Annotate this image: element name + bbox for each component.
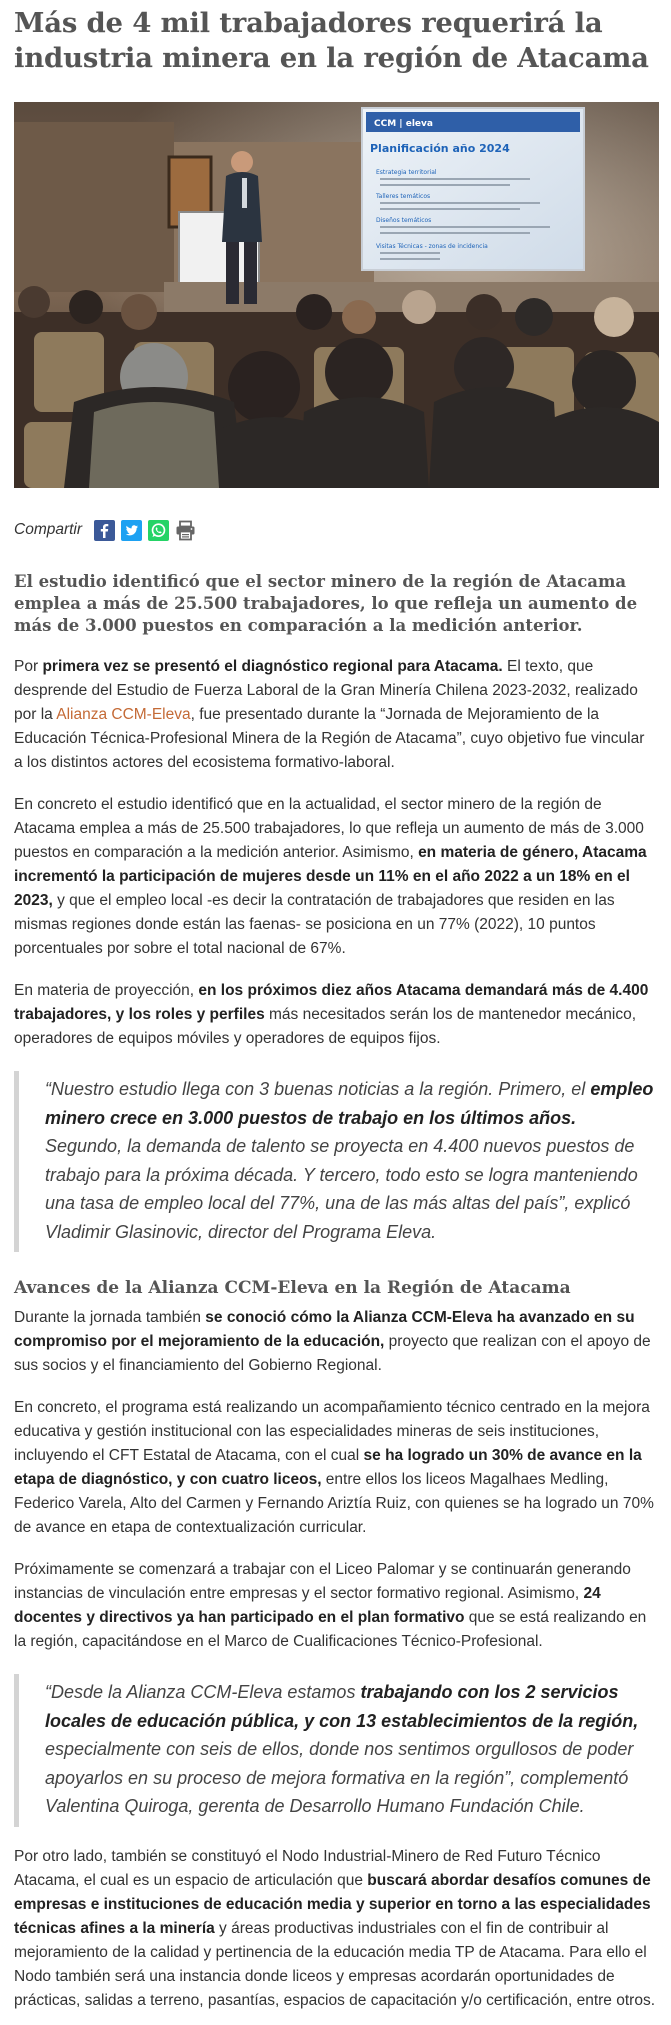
paragraph-7: Por otro lado, también se constituyó el Nodo Industrial-Minero de Red Futuro Técnico Atacama, el cual es un espacio de articulación que buscará abordar desafíos comunes de empresas e instituciones de educación media y superior en torno a las especialidades técnicas afines a la minería y áreas productivas industriales con el fin de contribuir al mejoramiento de la calidad y pertinencia de la educación media TP de Atacama. Para ello el Nodo también será una instancia donde liceos y empresas acordarán oportunidades de prácticas, salidas a terreno, pasantías, espacios de capacitación y/o certificación, entre otros. xyxy=(14,1847,656,2009)
quote-quiroga: “Desde la Alianza CCM-Eleva estamos trabajando con los 2 servicios locales de educación pública, y con 13 establecimientos de la región, especialmente con seis de ellos, donde nos sentimos orgullosos de poder apoyarlos en su proceso de mejora formativa en la región”, complementó Valentina Quiroga, gerenta de Desarrollo Humano Fundación Chile. xyxy=(14,1674,657,1827)
hero-photo-illustration xyxy=(14,102,659,488)
section-subhead: Avances de la Alianza CCM-Eleva en la Región de Atacama xyxy=(14,1278,571,1298)
article-title: Más de 4 mil trabajadores requerirá la industria minera en la región de Atacama xyxy=(14,7,649,74)
paragraph-6: Próximamente se comenzará a trabajar con el Liceo Palomar y se continuarán generando instancias de vinculación entre empresas y el sector formativo regional. Asimismo, 24 docentes y directivos ya han participado en el plan formativo que se está realizando en la región, capacitándose en el Marco de Cualificaciones Técnico-Profesional. xyxy=(14,1561,647,1650)
share-label: Compartir xyxy=(14,521,83,538)
alianza-ccm-eleva-link[interactable]: Alianza CCM-Eleva xyxy=(56,706,191,723)
paragraph-5: En concreto, el programa está realizando un acompañamiento técnico centrado en la mejora educativa y gestión institucional con las especialidades mineras de seis instituciones, incluyendo el CFT Estatal de Atacama, con el cual se ha logrado un 30% de avance en la etapa de diagnóstico, y con cuatro liceos, entre ellos los liceos Magalhaes Medling, Federico Varela, Alto del Carmen y Fernando Ariztía Ruiz, con quienes se ha logrado un 70% de avance en etapa de contextualización curricular. xyxy=(14,1399,654,1536)
hero-image xyxy=(14,102,659,488)
paragraph-2: En concreto el estudio identificó que en la actualidad, el sector minero de la región de Atacama emplea a más de 25.500 trabajadores, lo que refleja un aumento de más de 3.000 puestos en comparación a la medición anterior. Asimismo, en materia de género, Atacama incrementó la participación de mujeres desde un 11% en el año 2022 a un 18% en el 2023, y que el empleo local -es decir la contratación de trabajadores que residen en las mismas regiones donde están las faenas- se posiciona en un 77% (2022), 10 puntos porcentuales por sobre el total nacional de 67%. xyxy=(14,796,647,957)
slide-title: Planificación año 2024 xyxy=(370,142,510,155)
paragraph-1: Por primera vez se presentó el diagnóstico regional para Atacama. El texto, que desprende del Estudio de Fuerza Laboral de la Gran Minería Chilena 2023-2032, realizado por la Alianza CCM-Eleva, fue presentado durante la “Jornada de Mejoramiento de la Educación Técnica-Profesional Minera de la Región de Atacama”, cuyo objetivo fue vincular a los distintos actores del ecosistema formativo-laboral. xyxy=(14,658,645,771)
slide-bullet-1: Estrategia territorial xyxy=(376,169,437,176)
slide-bullet-2: Talleres temáticos xyxy=(376,193,431,200)
paragraph-3: En materia de proyección, en los próximos diez años Atacama demandará más de 4.400 trabajadores, y los roles y perfiles más necesitados serán los de mantenedor mecánico, operadores de equipos móviles y operadores de equipos fijos. xyxy=(14,982,649,1047)
facebook-icon[interactable] xyxy=(94,520,115,541)
slide-bullet-4: Visitas Técnicas - zonas de incidencia xyxy=(376,243,488,250)
paragraph-4: Durante la jornada también se conoció cómo la Alianza CCM-Eleva ha avanzado en su compromiso por el mejoramiento de la educación, proyecto que realizan con el apoyo de sus socios y el financiamiento del Gobierno Regional. xyxy=(14,1309,651,1374)
quote-glasinovic: “Nuestro estudio llega con 3 buenas noticias a la región. Primero, el empleo minero crece en 3.000 puestos de trabajo en los últimos años. Segundo, la demanda de talento se proyecta en 4.400 nuevos puestos de trabajo para la próxima década. Y tercero, todo esto se logra manteniendo una tasa de empleo local del 77%, una de las más altas del país”, explicó Vladimir Glasinovic, director del Programa Eleva. xyxy=(14,1071,657,1252)
slide-logo-text: CCM | eleva xyxy=(374,119,433,129)
slide-bullet-3: Diseños temáticos xyxy=(376,217,432,224)
twitter-icon[interactable] xyxy=(121,520,142,541)
whatsapp-icon[interactable] xyxy=(148,520,169,541)
article-lead: El estudio identificó que el sector minero de la región de Atacama emplea a más de 25.500 trabajadores, lo que refleja un aumento de más de 3.000 puestos en comparación a la medición anterior. xyxy=(14,572,638,635)
print-icon[interactable] xyxy=(175,520,196,541)
share-bar xyxy=(14,518,657,542)
